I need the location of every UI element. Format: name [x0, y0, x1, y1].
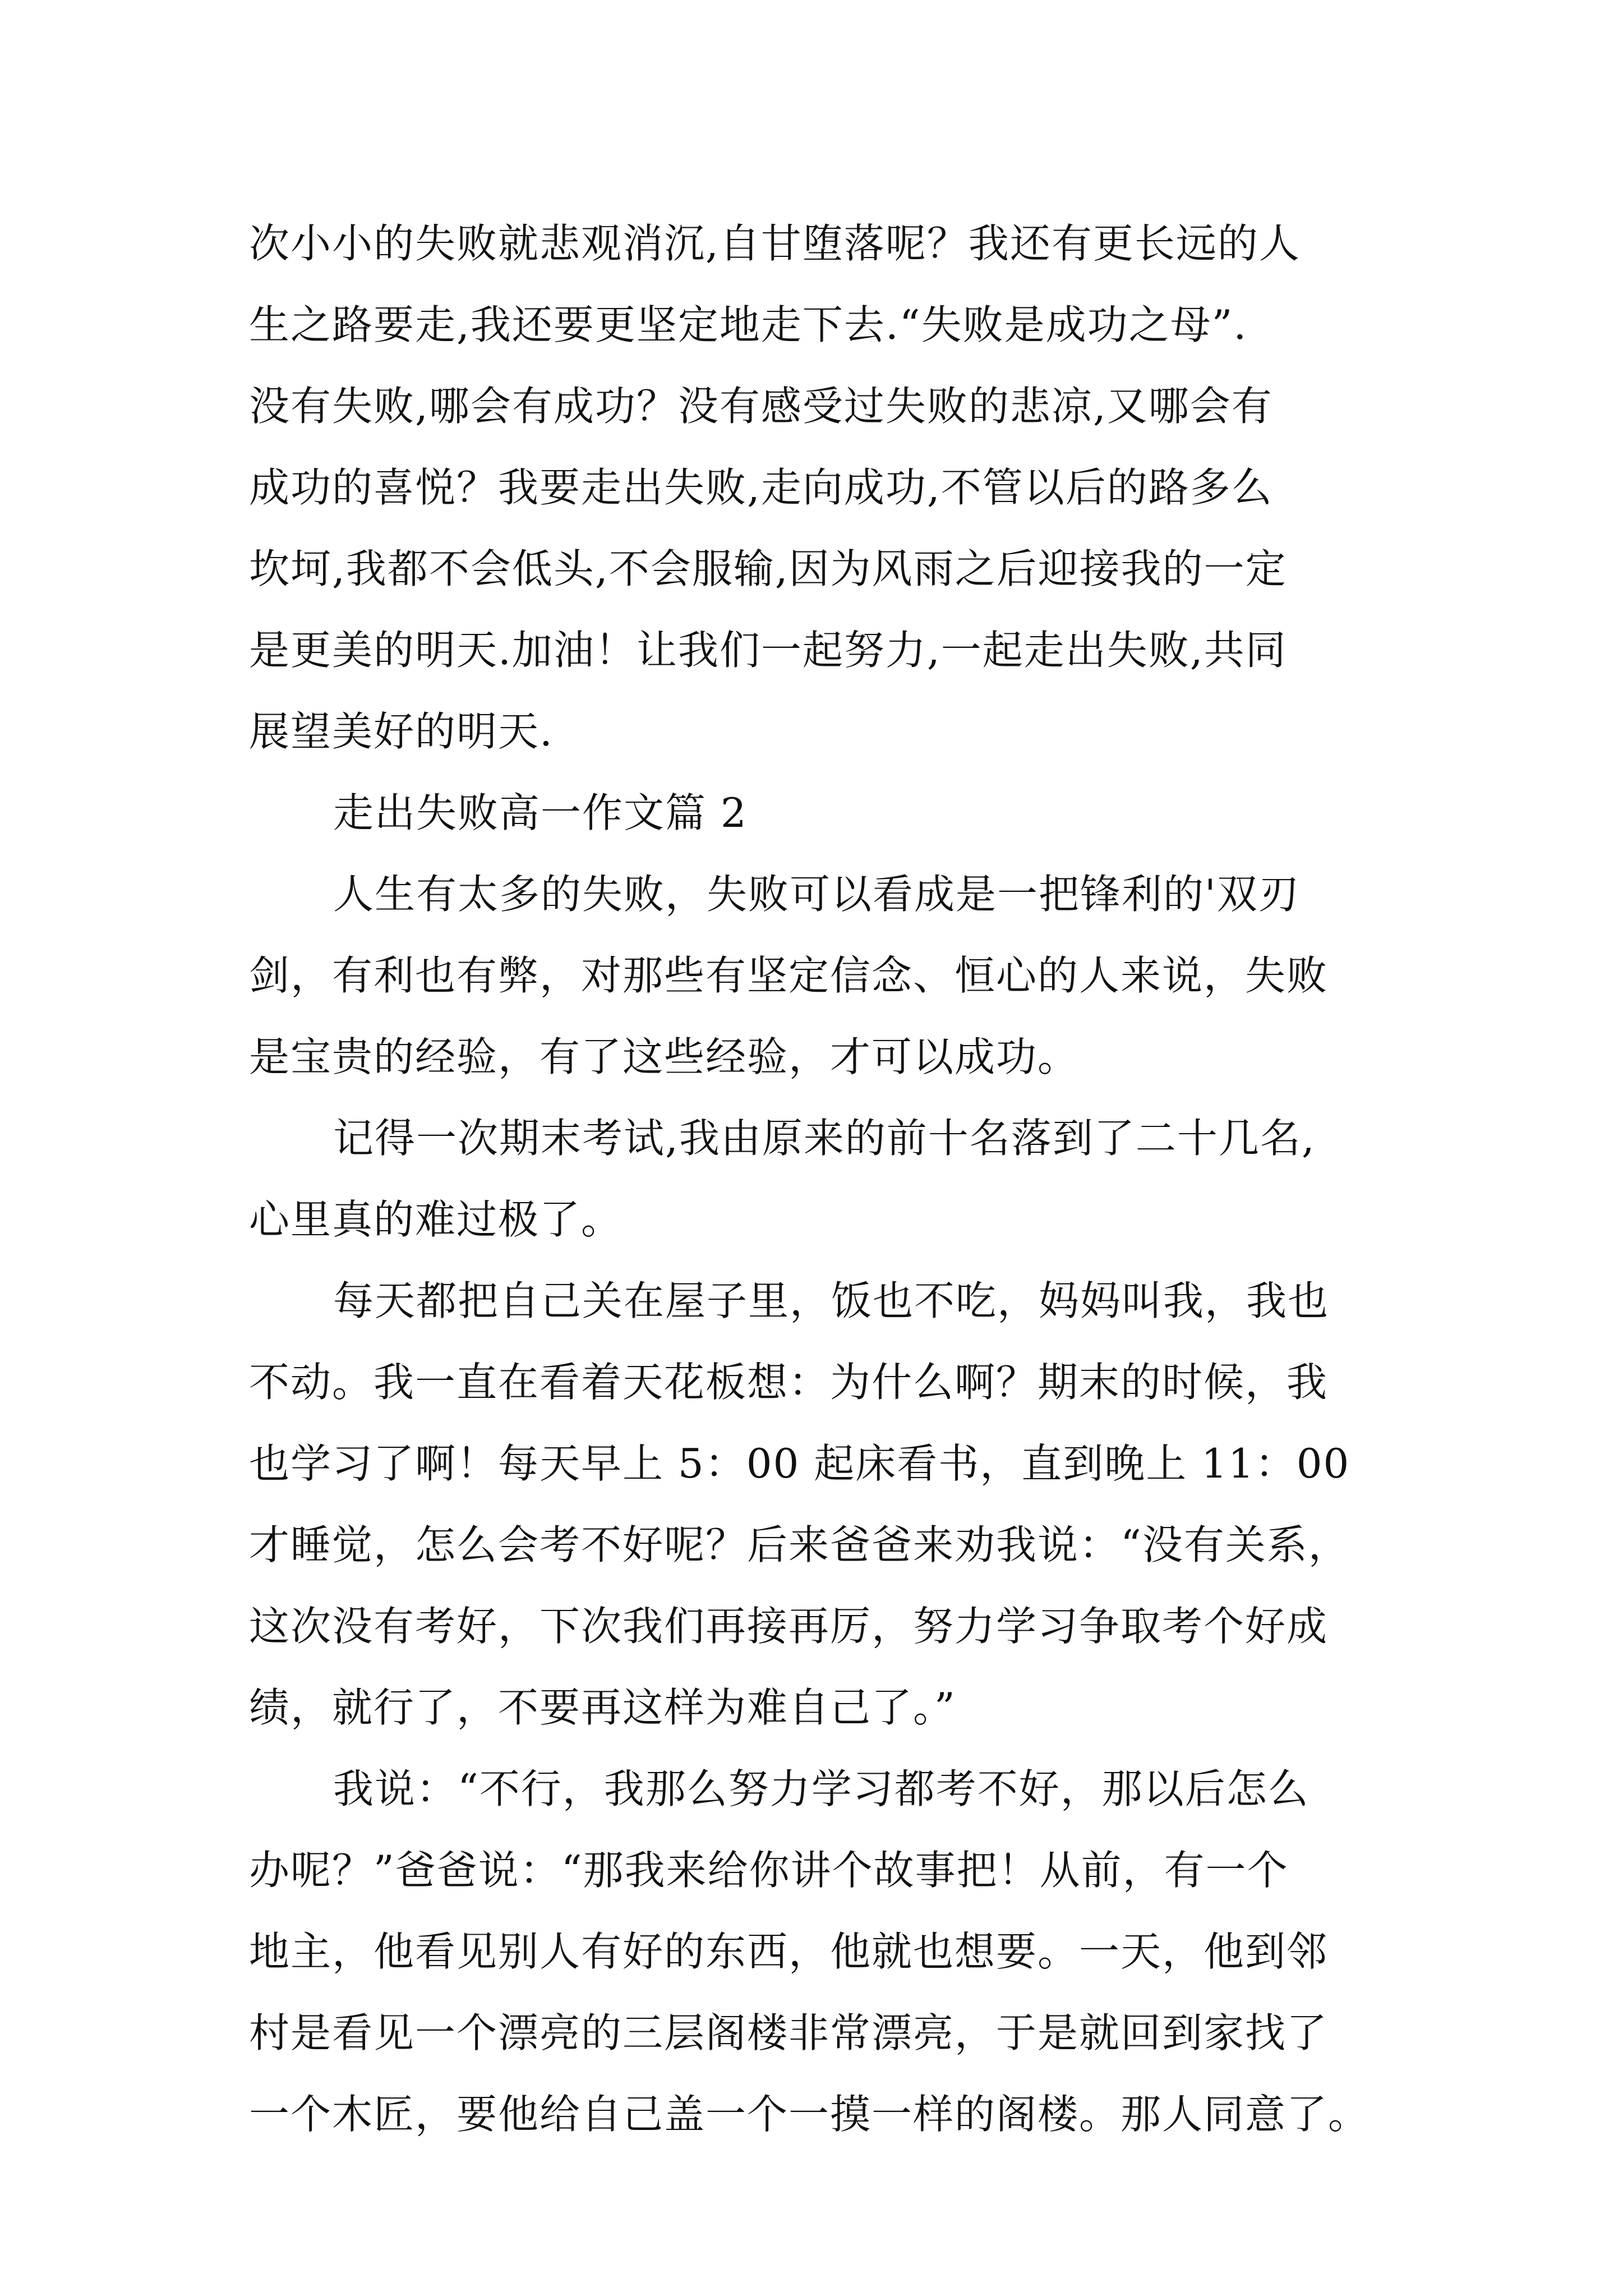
- paragraph-2: [249, 854, 1393, 1098]
- text-line: 成功的喜悦？我要走出失败,走向成功,不管以后的路多么: [249, 464, 1273, 511]
- text-line: 生之路要走,我还要更坚定地走下去.“失败是成功之母”.: [249, 301, 1248, 348]
- paragraph-4: [249, 1260, 1393, 1749]
- text-line: 办呢？”爸爸说：“那我来给你讲个故事把！从前，有一个: [249, 1847, 1289, 1894]
- text-line: 也学习了啊！每天早上 5：00 起床看书，直到晚上 11：00: [249, 1440, 1350, 1487]
- text-line: 是更美的明天.加油！让我们一起努力,一起走出失败,共同: [249, 627, 1287, 674]
- text-line: 地主，他看见别人有好的东西，他就也想要。一天，他到邻: [249, 1928, 1329, 1975]
- text-line: 才睡觉，怎么会考不好呢？后来爸爸来劝我说：“没有关系，: [249, 1521, 1350, 1568]
- text-line: 剑，有利也有弊，对那些有坚定信念、恒心的人来说，失败: [249, 952, 1329, 999]
- text-line: 不动。我一直在看着天花板想：为什么啊？期末的时候，我: [249, 1359, 1329, 1406]
- text-line: 心里真的难过极了。: [249, 1196, 623, 1243]
- text-line: 是宝贵的经验，有了这些经验，才可以成功。: [249, 1033, 1080, 1080]
- text-line: 这次没有考好，下次我们再接再厉，努力学习争取考个好成: [249, 1603, 1329, 1650]
- text-line: 我说：“不行，我那么努力学习都考不好，那以后怎么: [333, 1765, 1310, 1812]
- text-line: 展望美好的明天.: [249, 708, 554, 755]
- text-line: 一个木匠，要他给自己盖一个一摸一样的阁楼。那人同意了。: [249, 2091, 1370, 2138]
- text-line: 没有失败,哪会有成功？没有感受过失败的悲凉,又哪会有: [249, 383, 1273, 430]
- paragraph-1: [249, 203, 1393, 772]
- text-line: 坎坷,我都不会低头,不会服输,因为风雨之后迎接我的一定: [249, 545, 1287, 592]
- text-line: 次小小的失败就悲观消沉,自甘堕落呢？我还有更长远的人: [249, 220, 1301, 267]
- text-line: 每天都把自己关在屋子里，饭也不吃，妈妈叫我，我也: [333, 1277, 1330, 1324]
- text-line: 记得一次期末考试,我由原来的前十名落到了二十几名,: [333, 1115, 1316, 1162]
- body-text: [249, 203, 1393, 2155]
- section-heading: 走出失败高一作文篇 2: [333, 789, 748, 836]
- paragraph-5: [249, 1749, 1393, 2155]
- text-line: 人生有太多的失败，失败可以看成是一把锋利的'双刃: [333, 871, 1300, 918]
- paragraph-3: [249, 1098, 1393, 1260]
- text-line: 村是看见一个漂亮的三层阁楼非常漂亮，于是就回到家找了: [249, 2009, 1329, 2056]
- text-line: 绩，就行了，不要再这样为难自己了。”: [249, 1684, 956, 1731]
